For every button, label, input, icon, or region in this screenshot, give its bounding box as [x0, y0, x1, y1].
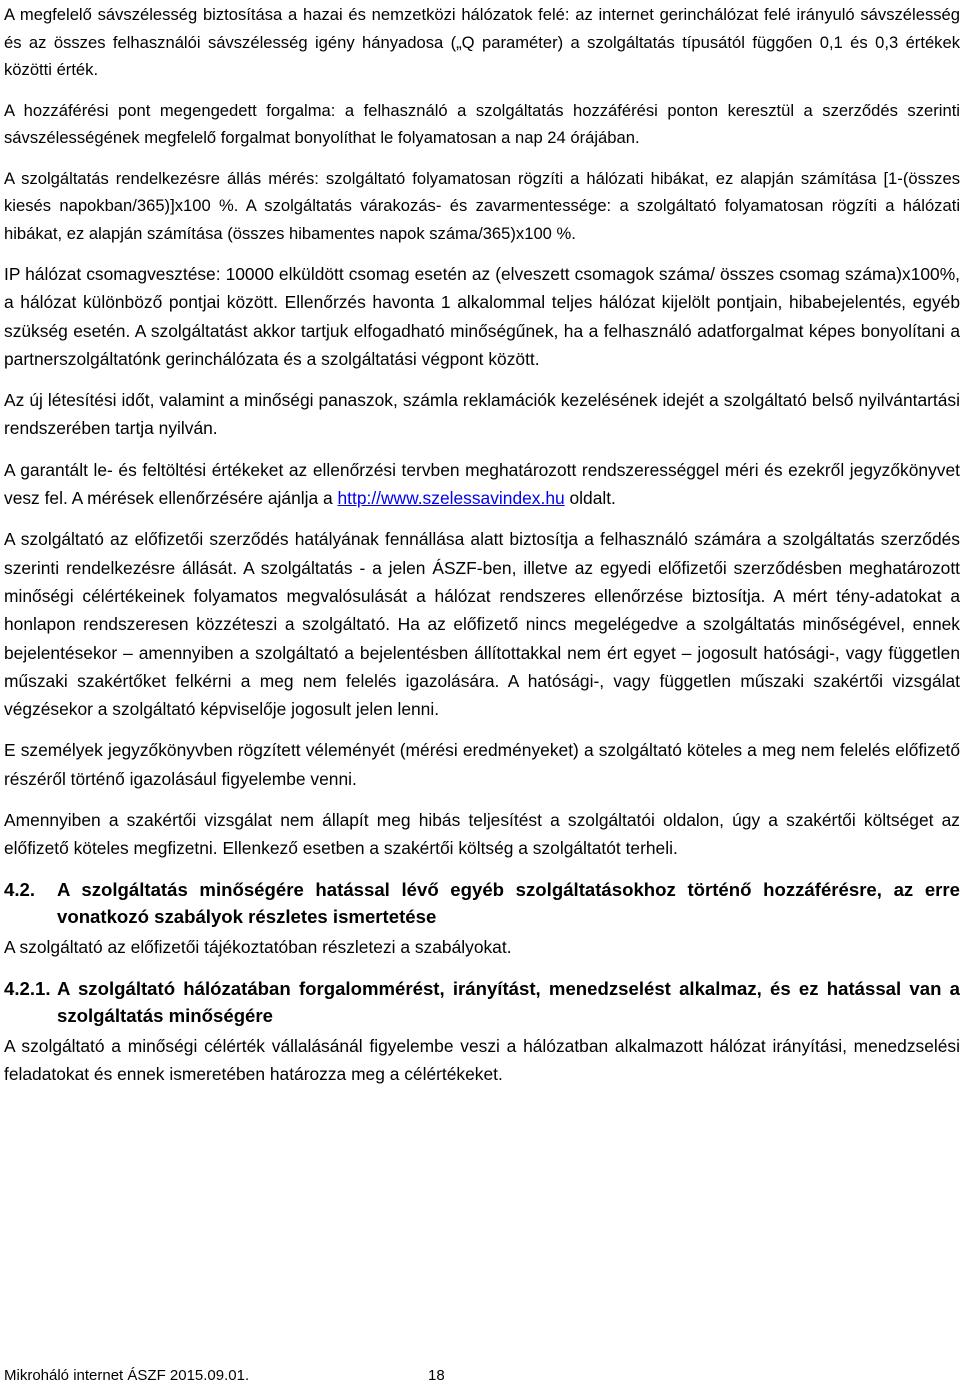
section-4-2-title: A szolgáltatás minőségére hatással lévő egyéb szolgáltatásokhoz történő hozzáférésre, az erre vonatkozó szabályok részletes ismertetése [57, 878, 960, 927]
paragraph-measurement [4, 456, 960, 513]
paragraph-expert-cost: Amennyiben a szakértői vizsgálat nem állapít meg hibás teljesítést a szolgáltatói oldalon, úgy a szakértői költséget az előfizető köteles megfizetni. Ellenkező esetben a szakértői költség a szolgáltatót terheli. [4, 810, 960, 859]
footer-document-name: Mikroháló internet ÁSZF 2015.09.01. [4, 1367, 250, 1384]
paragraph-new-installation: Az új létesítési időt, valamint a minőségi panaszok, számla reklamációk kezelésének idejét a szolgáltató belső nyilvántartási rendszerében tartja nyilván. [4, 390, 960, 439]
paragraph-packet-loss: IP hálózat csomagvesztése: 10000 elküldött csomag esetén az (elveszett csomagok száma/ összes csomag száma)x100%, a hálózat különböző pontjai között. Ellenőrzés havonta 1 alkalommal teljes hálózat kijelölt pontjain, hibabejelentés, egyéb szükség esetén. A szolgáltatást akkor tartjuk elfogadható minőségűnek, ha a felhasználó adatforgalmat képes bonyolítani a partnerszolgáltatónk gerinchálózata és a szolgáltatási végpont között. [4, 264, 960, 369]
measurement-text-after: oldalt. [564, 488, 616, 509]
footer-page-number: 18 [428, 1367, 445, 1384]
measurement-text-before: A garantált le- és feltöltési értékeket az ellenőrzési tervben meghatározott rendszerességgel méri és ezekről jegyzőkönyvet vesz fel. A mérések ellenőrzésére ajánlja a [4, 459, 960, 509]
section-4-2-number: 4.2. [4, 878, 36, 900]
section-4-2-heading [4, 876, 960, 930]
paragraph-expert-opinion: E személyek jegyzőkönyvben rögzített véleményét (mérési eredményeket) a szolgáltató köteles a meg nem felelés előfizető részéről történő igazolásául figyelembe venni. [4, 740, 960, 789]
szelessavindex-link[interactable]: http://www.szelessavindex.hu [337, 488, 565, 509]
section-4-2-1-body: A szolgáltató a minőségi célérték vállalásánál figyelembe veszi a hálózatban alkalmazott hálózat irányítási, menedzselési feladatokat és ennek ismeretében határozza meg a célértékeket. [4, 1035, 960, 1085]
document-page [4, 0, 960, 1089]
paragraph-availability-guarantee: A szolgáltató az előfizetői szerződés hatályának fennállása alatt biztosítja a felhasználó számára a szolgáltatás szerződés szerinti rendelkezésre állását. A szolgáltatás - a jelen ÁSZF-ben, illetve az egyedi előfizetői szerződésben meghatározott minőségi célértékeinek folyamatos megvalósulását a hálózat rendszeres ellenőrzése biztosítja. A mért tény-adatokat a honlapon rendszeresen közzéteszi a szolgáltató. Ha az előfizető nincs megelégedve a szolgáltatás minőségével, ennek bejelentésekor – amennyiben a szolgáltató a bejelentésben állítottakkal nem ért egyet – jogosult hatósági-, vagy független műszaki szakértőket felkérni a meg nem felelés igazolására. A hatósági-, vagy független műszaki szakértői vizsgálat végzésekor a szolgáltató képviselője jogosult jelen lenni. [4, 529, 960, 720]
section-4-2-1-title: A szolgáltató hálózatában forgalommérést, irányítást, menedzselést alkalmaz, és ez hatással van a szolgáltatás minőségére [57, 977, 960, 1026]
paragraph-access-point: A hozzáférési pont megengedett forgalma: a felhasználó a szolgáltatás hozzáférési ponton keresztül a szerződés szerinti sávszélességének megfelelő forgalmat bonyolíthat le folyamatosan a nap 24 órájában. [4, 100, 960, 147]
paragraph-availability: A szolgáltatás rendelkezésre állás mérés: szolgáltató folyamatosan rögzíti a hálózati hibákat, ez alapján számítása [1-(összes kiesés napokban/365)]x100 %. A szolgáltatás várakozás- és zavarmentessége: a szolgáltató folyamatosan rögzíti a hálózati hibákat, ez alapján számítása (összes hibamentes napok száma/365)x100 %. [4, 168, 960, 243]
section-4-2-1-number: 4.2.1. [4, 977, 51, 999]
section-4-2-1-heading [4, 975, 960, 1029]
section-4-2-body: A szolgáltató az előfizetői tájékoztatóban részletezi a szabályokat. [4, 936, 512, 957]
paragraph-bandwidth: A megfelelő sávszélesség biztosítása a hazai és nemzetközi hálózatok felé: az internet gerinchálózat felé irányuló sávszélesség és az összes felhasználói sávszélesség igény hányadosa („Q paraméter) a szolgáltatás típusától függően 0,1 és 0,3 értékek közötti érték. [4, 5, 960, 79]
